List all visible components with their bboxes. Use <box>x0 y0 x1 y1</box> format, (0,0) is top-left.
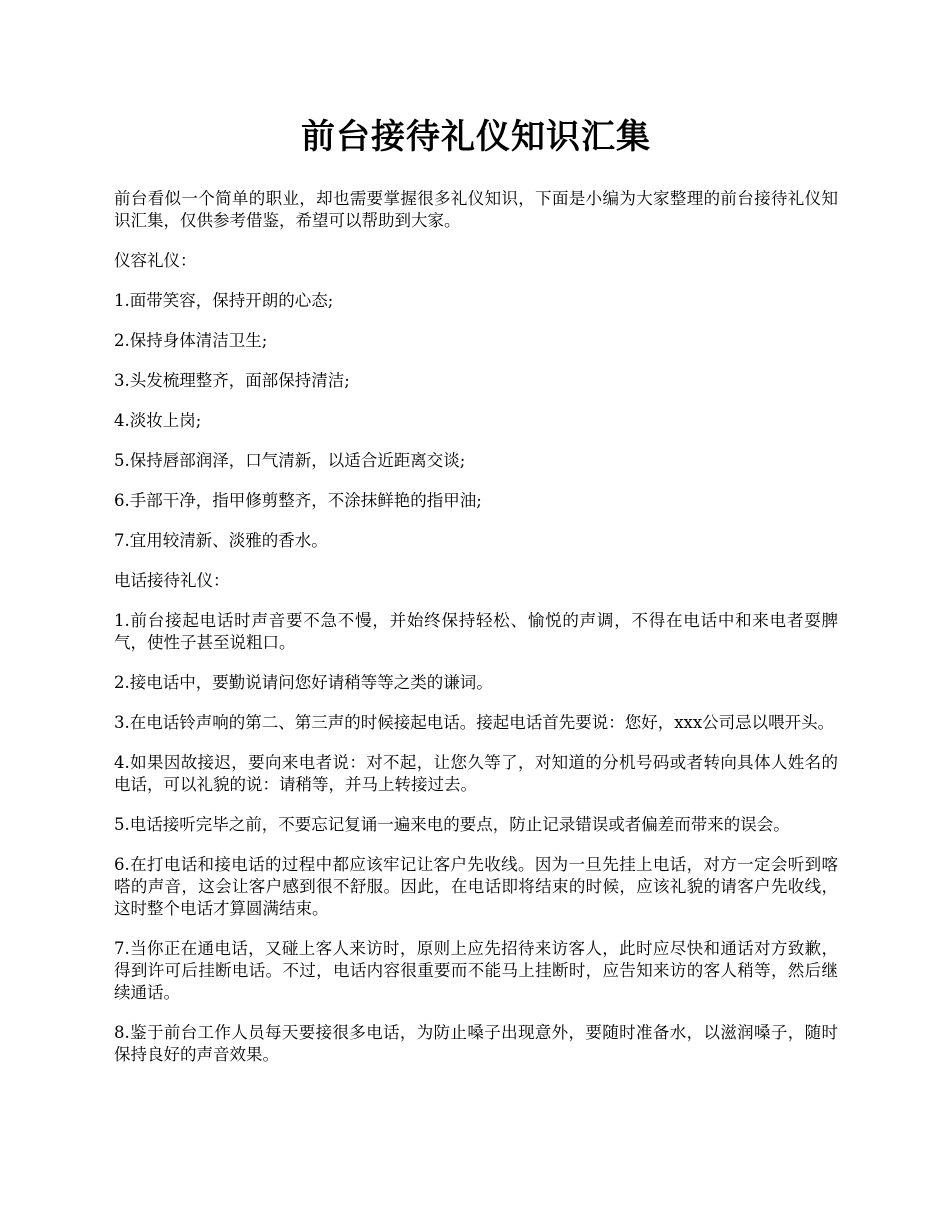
section-heading-appearance: 仪容礼仪： <box>114 251 197 270</box>
list-item: 2.保持身体清洁卫生; <box>114 331 268 350</box>
list-item: 6.在打电话和接电话的过程中都应该牢记让客户先收线。因为一旦先挂上电话，对方一定会听到喀嗒的声音，这会让客户感到很不舒服。因此，在电话即将结束的时候，应该礼貌的请客户先收线，这时整个电话才算圆满结束。 <box>114 855 838 918</box>
section-heading-phone: 电话接待礼仪： <box>114 571 230 590</box>
intro-paragraph: 前台看似一个简单的职业，却也需要掌握很多礼仪知识，下面是小编为大家整理的前台接待礼仪知识汇集，仅供参考借鉴，希望可以帮助到大家。 <box>114 189 838 230</box>
list-item: 5.保持唇部润泽，口气清新，以适合近距离交谈; <box>114 451 466 470</box>
list-item: 4.如果因故接迟，要向来电者说：对不起，让您久等了，对知道的分机号码或者转向具体人姓名的电话，可以礼貌的说：请稍等，并马上转接过去。 <box>114 753 838 794</box>
list-item: 6.手部干净，指甲修剪整齐，不涂抹鲜艳的指甲油; <box>114 491 482 510</box>
list-item: 4.淡妆上岗; <box>114 411 202 430</box>
document-title: 前台接待礼仪知识汇集 <box>301 117 651 157</box>
list-item: 8.鉴于前台工作人员每天要接很多电话，为防止嗓子出现意外，要随时准备水，以滋润嗓子，随时保持良好的声音效果。 <box>114 1023 838 1064</box>
list-item: 3.在电话铃声响的第二、第三声的时候接起电话。接起电话首先要说：您好，xxx公司忌以喂开头。 <box>114 713 835 732</box>
list-item: 1.面带笑容，保持开朗的心态; <box>114 291 334 310</box>
list-item: 7.宜用较清新、淡雅的香水。 <box>114 531 328 550</box>
list-item: 1.前台接起电话时声音要不急不慢，并始终保持轻松、愉悦的声调，不得在电话中和来电者耍脾气，使性子甚至说粗口。 <box>114 611 838 652</box>
list-item: 7.当你正在通电话，又碰上客人来访时，原则上应先招待来访客人，此时应尽快和通话对方致歉，得到许可后挂断电话。不过，电话内容很重要而不能马上挂断时，应告知来访的客人稍等，然后继续通话。 <box>114 939 838 1002</box>
list-item: 2.接电话中，要勤说请问您好请稍等等之类的谦词。 <box>114 673 493 692</box>
list-item: 3.头发梳理整齐，面部保持清洁; <box>114 371 350 390</box>
list-item: 5.电话接听完毕之前，不要忘记复诵一遍来电的要点，防止记录错误或者偏差而带来的误会。 <box>114 815 790 834</box>
